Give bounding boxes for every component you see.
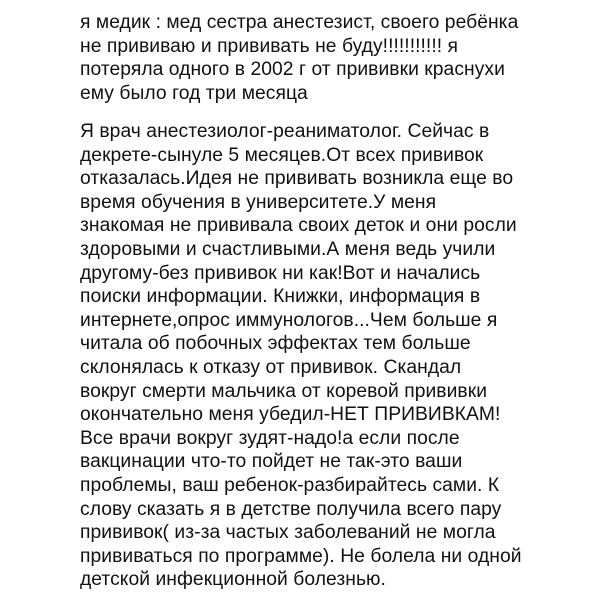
text-line: отказалась.Идея не прививать возникла еще во <box>80 168 514 190</box>
text-line: проблемы, ваш ребенок-разбирайтесь сами. К <box>80 474 500 496</box>
text-line: другому-без прививок ни как!Вот и начались <box>80 262 481 284</box>
text-line: слову сказать я в детстве получила всего пару <box>80 498 502 520</box>
text-line: время обучения в университете.У меня <box>80 191 437 213</box>
text-line: детской инфекционной болезнью. <box>80 569 386 591</box>
text-line: вокруг смерти мальчика от коревой прививки <box>80 380 488 402</box>
text-line: потеряла одного в 2002 г от прививки краснухи <box>80 59 505 81</box>
text-line: знакомая не прививала своих деток и они росли <box>80 215 517 237</box>
text-line: окончательно меня убедил-НЕТ ПРИВИВКАМ! <box>80 404 501 426</box>
text-line: Все врачи вокруг зудят-надо!а если после <box>80 427 460 449</box>
paragraph-anesthesiologist <box>80 120 550 592</box>
text-line: декрете-сынуле 5 месяцев.От всех прививок <box>80 144 484 166</box>
text-line: прививаться по программе). Не болела ни одной <box>80 545 522 567</box>
text-line: не прививаю и прививать не буду!!!!!!!!!!! я <box>80 35 459 57</box>
text-line: ему было год три месяца <box>80 82 308 104</box>
text-line: поиски информации. Книжки, информация в <box>80 286 481 308</box>
text-line: я медик : мед сестра анестезист, своего ребёнка <box>80 12 519 33</box>
text-line: Я врач анестезиолог-реаниматолог. Сейчас в <box>80 121 490 142</box>
text-line: здоровыми и счастливыми.А меня ведь учили <box>80 238 496 260</box>
paragraph-medic-nurse <box>80 11 550 105</box>
text-line: читала об побочных эффектах тем больше <box>80 333 471 355</box>
text-line: интернете,опрос иммунологов...Чем больше я <box>80 309 498 331</box>
text-line: прививок( из-за частых заболеваний не могла <box>80 522 496 544</box>
text-line: вакцинации что-то пойдет не так-это ваши <box>80 451 463 473</box>
text-line: склонялась к отказу от прививок. Скандал <box>80 356 462 378</box>
